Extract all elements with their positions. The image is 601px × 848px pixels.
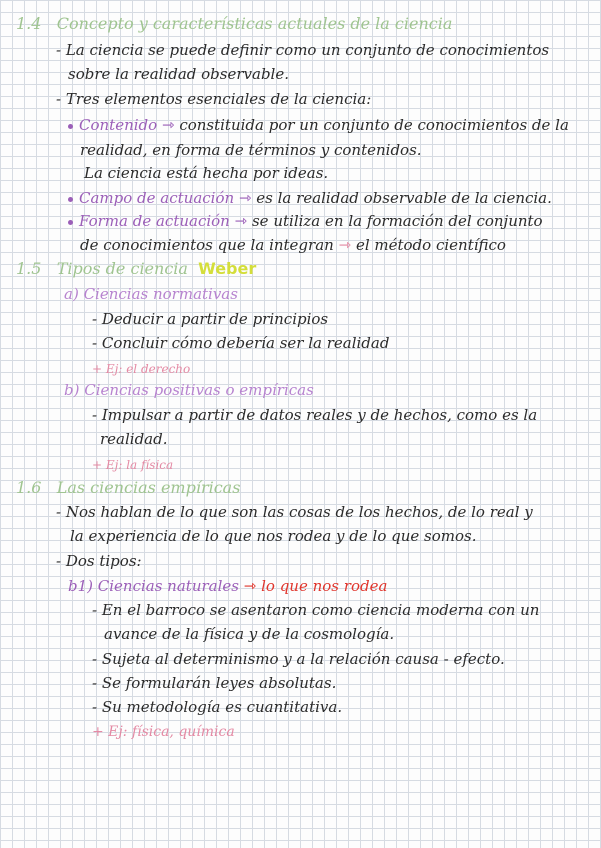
contenido-item — [68, 116, 569, 134]
naturales-item-1-cont: avance de la física y de la cosmología. — [104, 625, 395, 643]
contenido-line-2: realidad, en forma de términos y contenidos. — [80, 141, 422, 159]
forma-label: Forma de actuación — [79, 212, 230, 230]
contenido-line-3: La ciencia está hecha por ideas. — [84, 164, 329, 182]
bullet-dot-icon — [68, 124, 73, 129]
forma-item — [68, 212, 543, 230]
campo-label: Campo de actuación — [79, 189, 235, 207]
naturales-item-4: - Su metodología es cuantitativa. — [92, 698, 343, 716]
section-title: Tipos de ciencia — [56, 259, 188, 278]
section-title: Concepto y características actuales de la ciencia — [56, 14, 453, 33]
campo-text: es la realidad observable de la ciencia. — [256, 189, 552, 207]
normativas-item-2: - Concluir cómo debería ser la realidad — [92, 334, 390, 352]
normativas-example: + Ej: el derecho — [92, 362, 191, 376]
author-name: Weber — [198, 259, 257, 278]
campo-item — [68, 189, 552, 207]
naturales-subtitle: lo que nos rodea — [261, 577, 388, 595]
contenido-label: Contenido — [79, 116, 158, 134]
normativas-item-1: - Deducir a partir de principios — [92, 310, 329, 328]
section-1-5-heading — [16, 260, 256, 278]
section-number: 1.4 — [16, 14, 42, 33]
definition-line-1: - La ciencia se puede definir como un conjunto de conocimientos — [56, 41, 550, 59]
arrow-right-icon: ⇾ — [234, 212, 248, 230]
positivas-item-1: - Impulsar a partir de datos reales y de hechos, como es la — [92, 406, 538, 424]
arrow-right-icon: ⇾ — [338, 236, 352, 254]
naturales-item-2: - Sujeta al determinismo y a la relación causa - efecto. — [92, 650, 505, 668]
section-number: 1.6 — [16, 478, 42, 497]
bullet-dot-icon — [68, 197, 73, 202]
forma-text-3: el método científico — [355, 236, 506, 254]
forma-text-2: de conocimientos que la integran — [80, 236, 334, 254]
section-number: 1.5 — [16, 259, 42, 278]
naturales-example: + Ej: física, química — [92, 724, 235, 740]
positivas-item-2: realidad. — [100, 430, 168, 448]
positivas-example: + Ej: la física — [92, 458, 174, 472]
naturales-item-1: - En el barroco se asentaron como ciencia moderna con un — [92, 601, 540, 619]
forma-text: se utiliza en la formación del conjunto — [251, 212, 543, 230]
empiricas-intro-1: - Nos hablan de lo que son las cosas de los hechos, de lo real y — [56, 503, 533, 521]
contenido-text: constituida por un conjunto de conocimientos de la — [179, 116, 569, 134]
bullet-dot-icon — [68, 220, 73, 225]
empiricas-intro-2: la experiencia de lo que nos rodea y de lo que somos. — [70, 527, 477, 545]
section-title: Las ciencias empíricas — [56, 478, 241, 497]
definition-line-2: sobre la realidad observable. — [68, 65, 289, 83]
arrow-right-icon: ⇾ — [161, 116, 175, 134]
tres-elementos: - Tres elementos esenciales de la ciencia: — [56, 90, 372, 108]
naturales-item-3: - Se formularán leyes absolutas. — [92, 674, 337, 692]
forma-line-2 — [80, 236, 506, 254]
section-1-6-heading — [16, 479, 240, 497]
arrow-right-icon: ⇾ — [238, 189, 252, 207]
dos-tipos: - Dos tipos: — [56, 552, 142, 570]
positivas-heading: b) Ciencias positivas o empíricas — [64, 381, 314, 399]
naturales-title: b1) Ciencias naturales — [68, 577, 239, 595]
normativas-heading: a) Ciencias normativas — [64, 285, 238, 303]
section-1-4-heading — [16, 15, 452, 33]
arrow-right-icon: ⇾ — [243, 577, 257, 595]
naturales-heading — [68, 577, 387, 595]
